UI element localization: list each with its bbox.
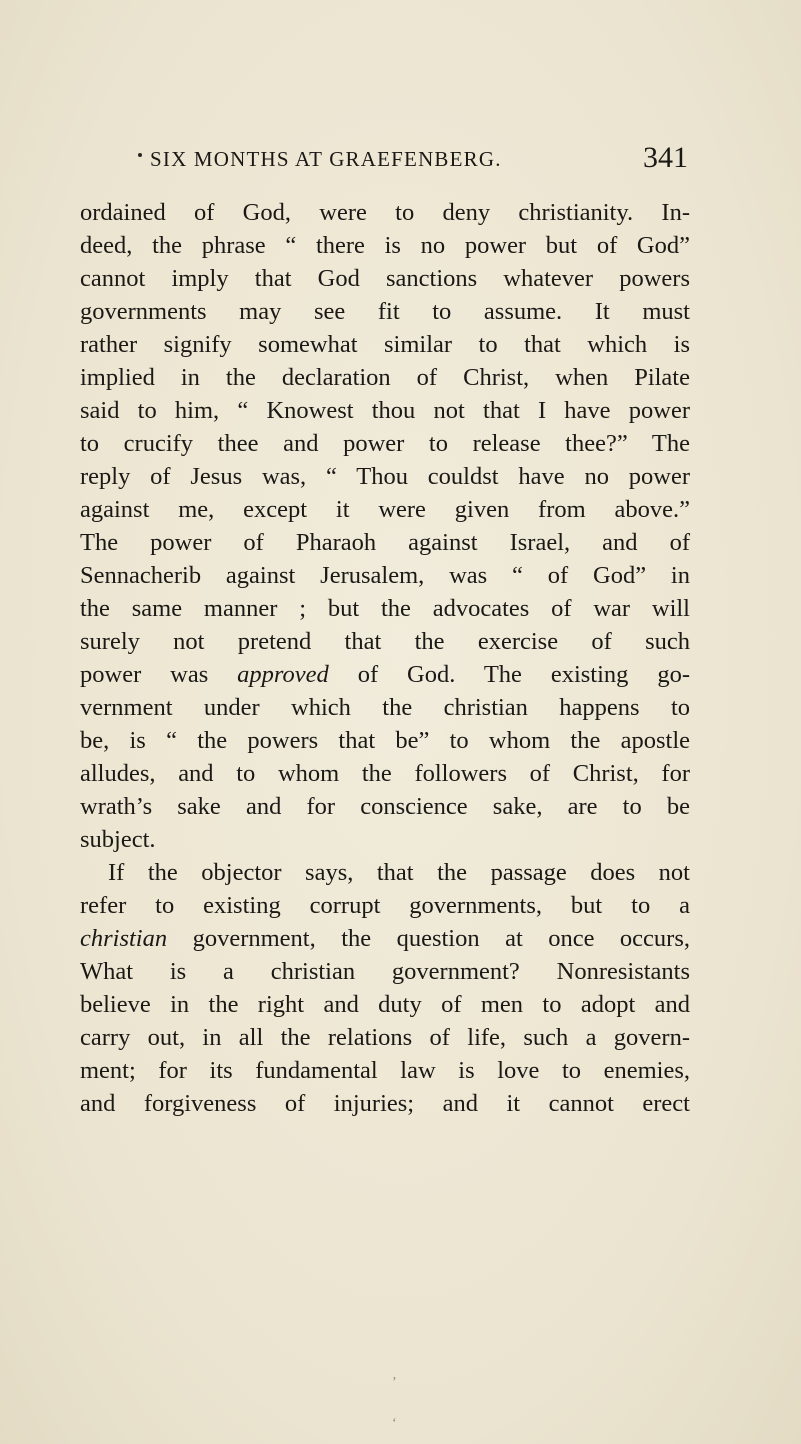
text-line: surely not pretend that the exercise of such	[80, 628, 690, 655]
text-line: vernment under which the christian happens to	[80, 694, 690, 721]
italic-word: approved	[237, 661, 329, 688]
text-line: Sennacherib against Jerusalem, was “ of God” in	[80, 562, 690, 589]
text-line: against me, except it were given from above.”	[80, 496, 690, 523]
paragraph-start-line: If the objector says, that the passage does not	[108, 859, 690, 886]
text-line: deed, the phrase “ there is no power but of God”	[80, 232, 690, 259]
italic-word: christian	[80, 925, 168, 952]
text-line: ment; for its fundamental law is love to enemies,	[80, 1057, 690, 1084]
ink-speck: ʻ	[392, 1416, 397, 1431]
text-line: rather signify somewhat similar to that which is	[80, 331, 690, 358]
line-segment: government, the question at once occurs,	[167, 925, 690, 952]
text-line: said to him, “ Knowest thou not that I have power	[80, 397, 690, 424]
text-line: alludes, and to whom the followers of Christ, for	[80, 760, 690, 787]
text-line: What is a christian government? Nonresistants	[80, 958, 690, 985]
margin-dot	[138, 153, 142, 157]
text-line: The power of Pharaoh against Israel, and of	[80, 529, 690, 556]
page-number: 341	[643, 141, 688, 174]
text-line: believe in the right and duty of men to adopt and	[80, 991, 690, 1018]
text-line: to crucify thee and power to release thee?” The	[80, 430, 690, 457]
line-segment: power was	[80, 661, 238, 688]
text-line: subject.	[80, 826, 156, 853]
text-line: the same manner ; but the advocates of war will	[80, 595, 690, 622]
running-title: SIX MONTHS AT GRAEFENBERG.	[150, 147, 502, 171]
text-line: cannot imply that God sanctions whatever powers	[80, 265, 690, 292]
text-line: carry out, in all the relations of life, such a govern-	[80, 1024, 690, 1051]
running-head	[150, 141, 688, 181]
text-line: be, is “ the powers that be” to whom the apostle	[80, 727, 690, 754]
text-line: ordained of God, were to deny christianity. In-	[80, 199, 690, 226]
text-line: reply of Jesus was, “ Thou couldst have no power	[80, 463, 690, 490]
ink-speck: ʼ	[392, 1375, 397, 1390]
line-segment: of God. The existing go-	[328, 661, 690, 688]
text-line: wrath’s sake and for conscience sake, are to be	[80, 793, 690, 820]
text-line: implied in the declaration of Christ, when Pilate	[80, 364, 690, 391]
body-text	[80, 196, 690, 1120]
text-line: and forgiveness of injuries; and it cannot erect	[80, 1090, 690, 1117]
text-line: refer to existing corrupt governments, but to a	[80, 892, 690, 919]
text-line: governments may see fit to assume. It must	[80, 298, 690, 325]
text-line	[80, 922, 690, 955]
text-line	[80, 658, 690, 691]
